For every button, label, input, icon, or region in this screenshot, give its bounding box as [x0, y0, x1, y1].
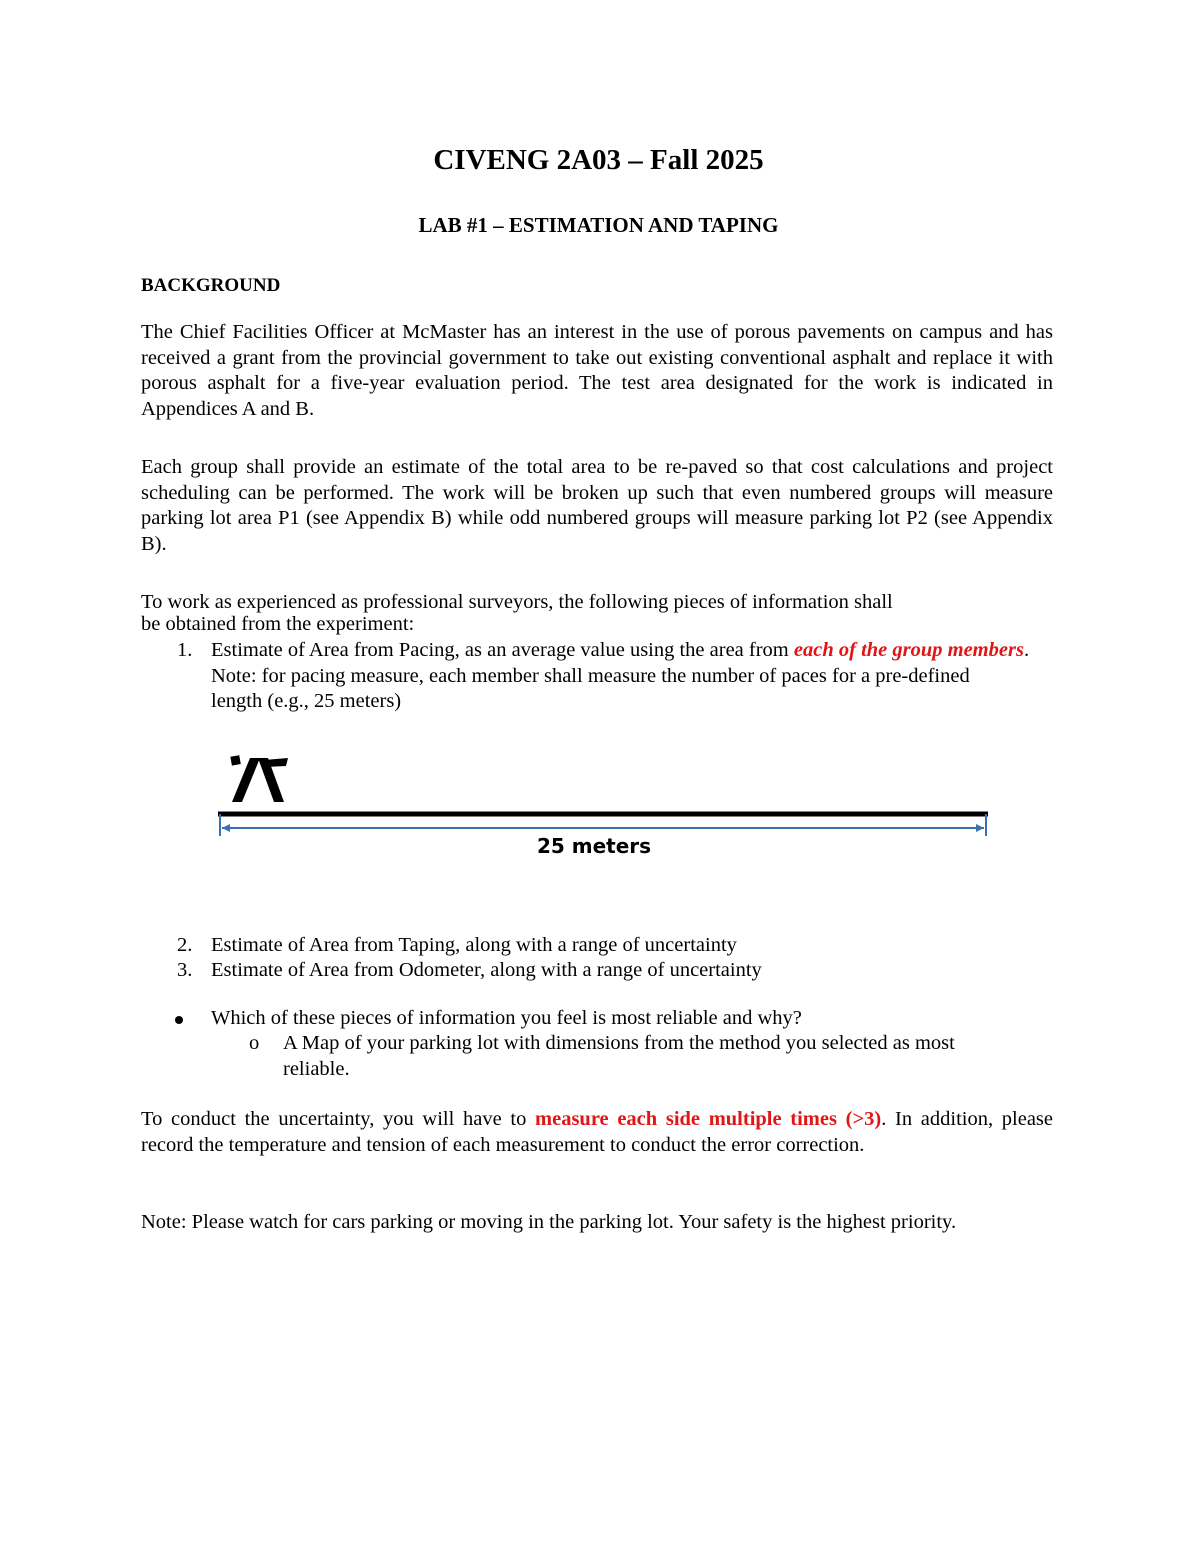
- item1-note: Note: for pacing measure, each member shall measure the number of paces for a pre-defined length (e.g., 25 meters): [211, 664, 970, 713]
- section-heading-background: BACKGROUND: [141, 275, 281, 296]
- list-item-pacing: [177, 638, 1057, 748]
- safety-note: Note: Please watch for cars parking or moving in the parking lot. Your safety is the highest priority.: [141, 1211, 957, 1233]
- pacing-figure: [218, 752, 998, 872]
- item1-text-after: .: [1023, 639, 1030, 661]
- background-paragraph-3: [141, 590, 1053, 637]
- sub-bullet-marker: o: [249, 1032, 260, 1054]
- bullet-item-reliability: [141, 1006, 1056, 1032]
- page-title: CIVENG 2A03 – Fall 2025: [433, 144, 764, 176]
- bullet-icon: [175, 1016, 183, 1024]
- list-item-taping: [177, 933, 1057, 959]
- uncertainty-text-after: . In addition, please record the temperature and tension of each measurement to conduct the error correction.: [141, 1108, 1054, 1156]
- walking-person-icon: [230, 755, 288, 802]
- distance-label: 25 meters: [536, 834, 652, 858]
- list-number: 1.: [177, 639, 193, 661]
- arrow-right-icon: [976, 824, 984, 832]
- background-paragraph-2: Each group shall provide an estimate of the total area to be re-paved so that cost calculations and project scheduling can be performed. The work will be broken up such that even numbered groups will measure parking lot area P1 (see Appendix B) while odd numbered groups will measure parking lot P2 (see Appendix B).: [141, 456, 1053, 555]
- uncertainty-paragraph: [141, 1107, 1053, 1158]
- sub-bullet-text: A Map of your parking lot with dimensions from the method you selected as most reliable.: [283, 1032, 955, 1080]
- list-item-odometer: [177, 958, 1057, 984]
- bullet-text: Which of these pieces of information you feel is most reliable and why?: [211, 1007, 802, 1029]
- paragraph-3-line-2: be obtained from the experiment:: [141, 612, 415, 635]
- uncertainty-text: To conduct the uncertainty, you will have to: [141, 1108, 536, 1130]
- item1-text: Estimate of Area from Pacing, as an average value using the area from: [211, 639, 794, 661]
- list-number: 3.: [177, 959, 193, 981]
- paragraph-3-line-1: To work as experienced as professional surveyors, the following pieces of information shall: [141, 591, 893, 613]
- uncertainty-emphasis: measure each side multiple times (>3): [535, 1108, 882, 1130]
- distance-diagram: [218, 752, 998, 842]
- arrow-left-icon: [222, 824, 230, 832]
- list-body: Estimate of Area from Odometer, along with a range of uncertainty: [211, 959, 762, 981]
- list-number: 2.: [177, 934, 193, 956]
- item1-emphasis: each of the group members: [793, 639, 1024, 661]
- list-body: [211, 638, 1031, 715]
- lab-subtitle: LAB #1 – ESTIMATION AND TAPING: [418, 213, 779, 237]
- list-body: Estimate of Area from Taping, along with a range of uncertainty: [211, 934, 737, 956]
- background-paragraph-1: The Chief Facilities Officer at McMaster has an interest in the use of porous pavements on campus and has received a grant from the provincial government to take out existing conventional asphalt and replace it with porous asphalt for a five-year evaluation period. The test area designated for the work is indicated in Appendices A and B.: [141, 321, 1053, 420]
